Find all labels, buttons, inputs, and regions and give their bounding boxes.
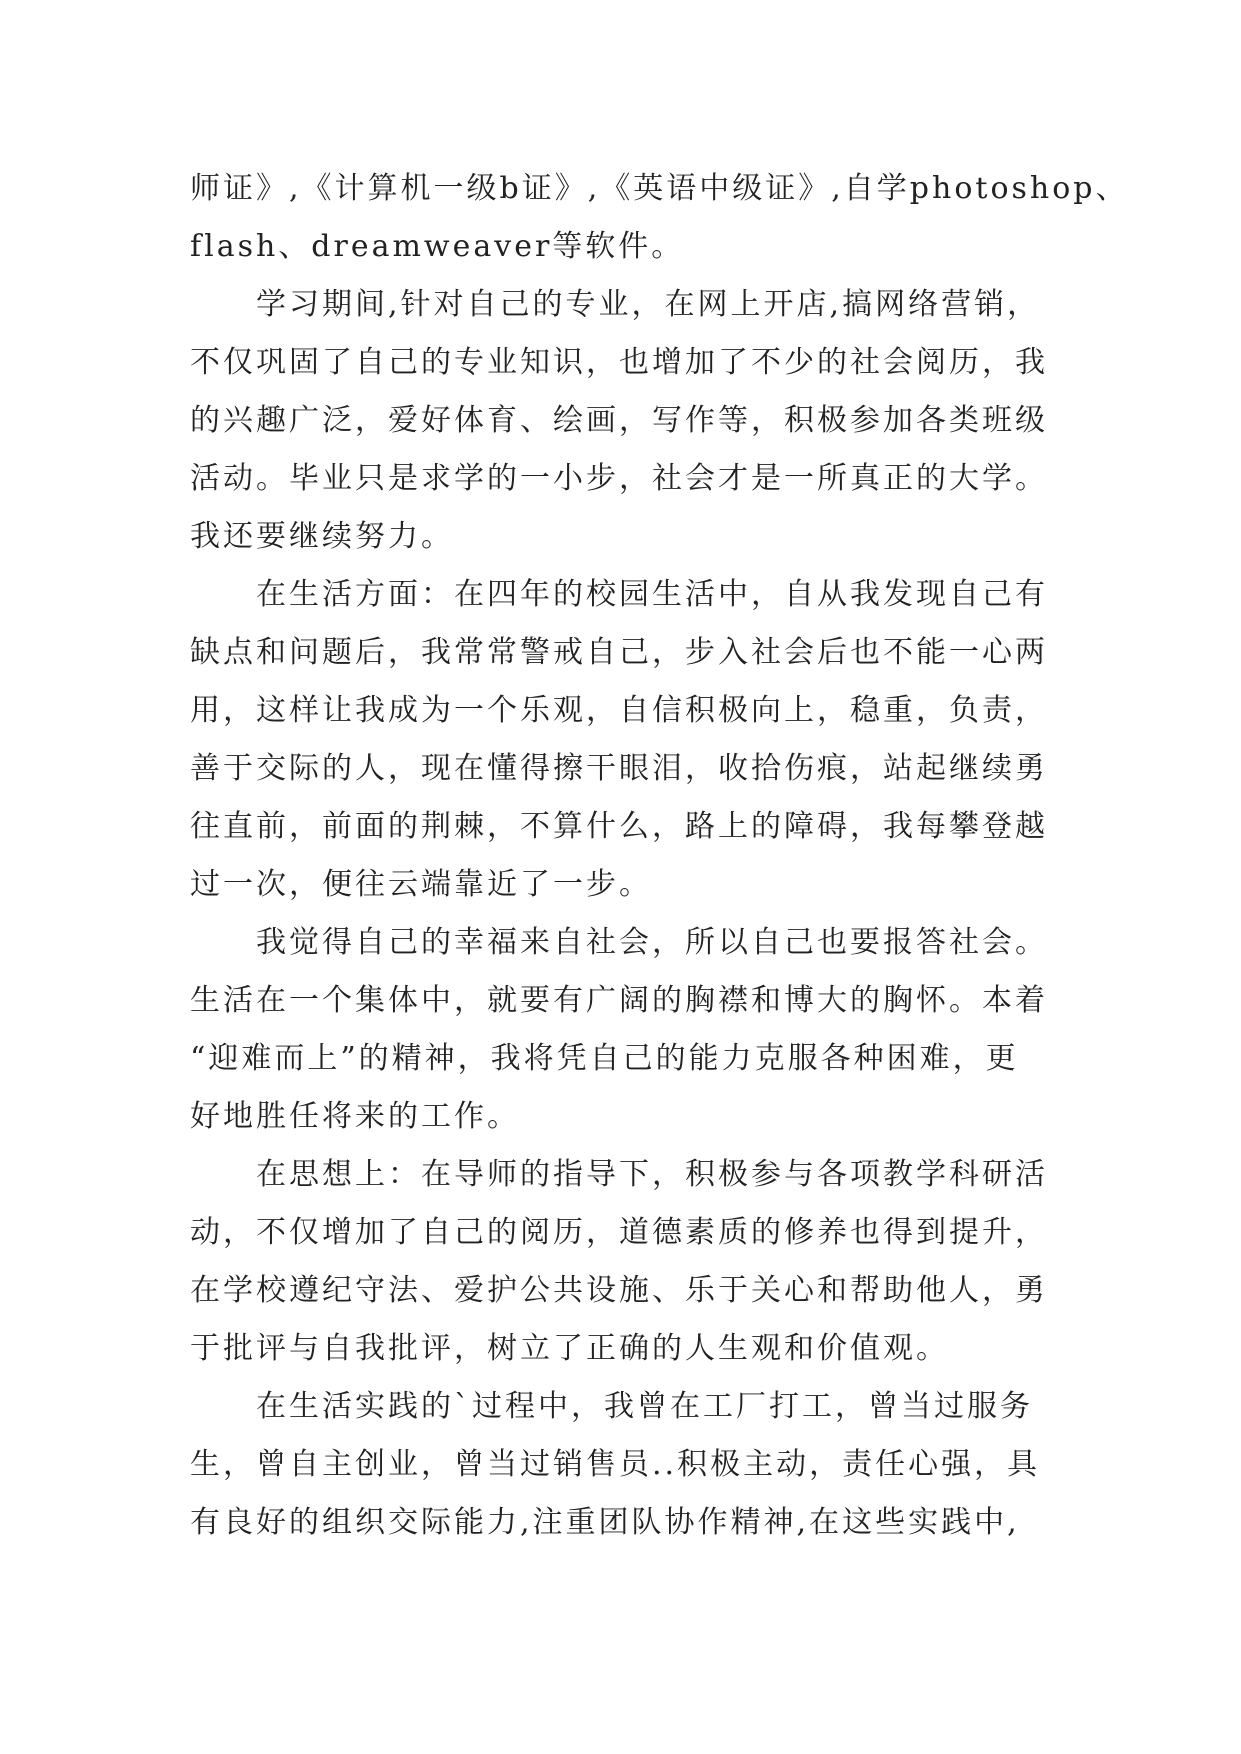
text-line: 好地胜任将来的工作。 xyxy=(190,1099,520,1134)
text-line: 师证》,《计算机一级b证》,《英语中级证》,自学photoshop、 xyxy=(190,171,1129,206)
paragraph-start-line: 在生活方面：在四年的校园生活中，自从我发现自己有 xyxy=(256,577,1048,612)
paragraph-start-line: 在生活实践的`过程中，我曾在工厂打工，曾当过服务 xyxy=(256,1389,1033,1424)
text-line: 于批评与自我批评，树立了正确的人生观和价值观。 xyxy=(190,1331,949,1366)
text-line: 用，这样让我成为一个乐观，自信积极向上，稳重，负责， xyxy=(190,693,1048,728)
text-line: 我还要继续努力。 xyxy=(190,519,454,554)
text-line: 不仅巩固了自己的专业知识，也增加了不少的社会阅历，我 xyxy=(190,345,1048,380)
text-line: 缺点和问题后，我常常警戒自己，步入社会后也不能一心两 xyxy=(190,635,1048,670)
text-line: 在学校遵纪守法、爱护公共设施、乐于关心和帮助他人，勇 xyxy=(190,1273,1048,1308)
document-body xyxy=(190,160,1129,1552)
text-line: 生活在一个集体中，就要有广阔的胸襟和博大的胸怀。本着 xyxy=(190,983,1048,1018)
text-line: 活动。毕业只是求学的一小步，社会才是一所真正的大学。 xyxy=(190,461,1048,496)
text-line: 往直前，前面的荆棘，不算什么，路上的障碍，我每攀登越 xyxy=(190,809,1048,844)
paragraph-start-line: 在思想上：在导师的指导下，积极参与各项教学科研活 xyxy=(256,1157,1048,1192)
text-line: 有良好的组织交际能力,注重团队协作精神,在这些实践中, xyxy=(190,1505,1020,1540)
paragraph-start-line: 学习期间,针对自己的专业，在网上开店,搞网络营销， xyxy=(256,287,1041,322)
text-line: 过一次，便往云端靠近了一步。 xyxy=(190,867,652,902)
text-line: 的兴趣广泛，爱好体育、绘画，写作等，积极参加各类班级 xyxy=(190,403,1048,438)
paragraph-start-line: 我觉得自己的幸福来自社会，所以自己也要报答社会。 xyxy=(256,925,1048,960)
text-line: flash、dreamweaver等软件。 xyxy=(190,229,685,264)
text-line: 善于交际的人，现在懂得擦干眼泪，收拾伤痕，站起继续勇 xyxy=(190,751,1048,786)
text-line: “迎难而上”的精神，我将凭自己的能力克服各种困难，更 xyxy=(190,1041,1019,1076)
text-line: 生，曾自主创业，曾当过销售员..积极主动，责任心强，具 xyxy=(190,1447,1041,1482)
text-line: 动，不仅增加了自己的阅历，道德素质的修养也得到提升， xyxy=(190,1215,1048,1250)
